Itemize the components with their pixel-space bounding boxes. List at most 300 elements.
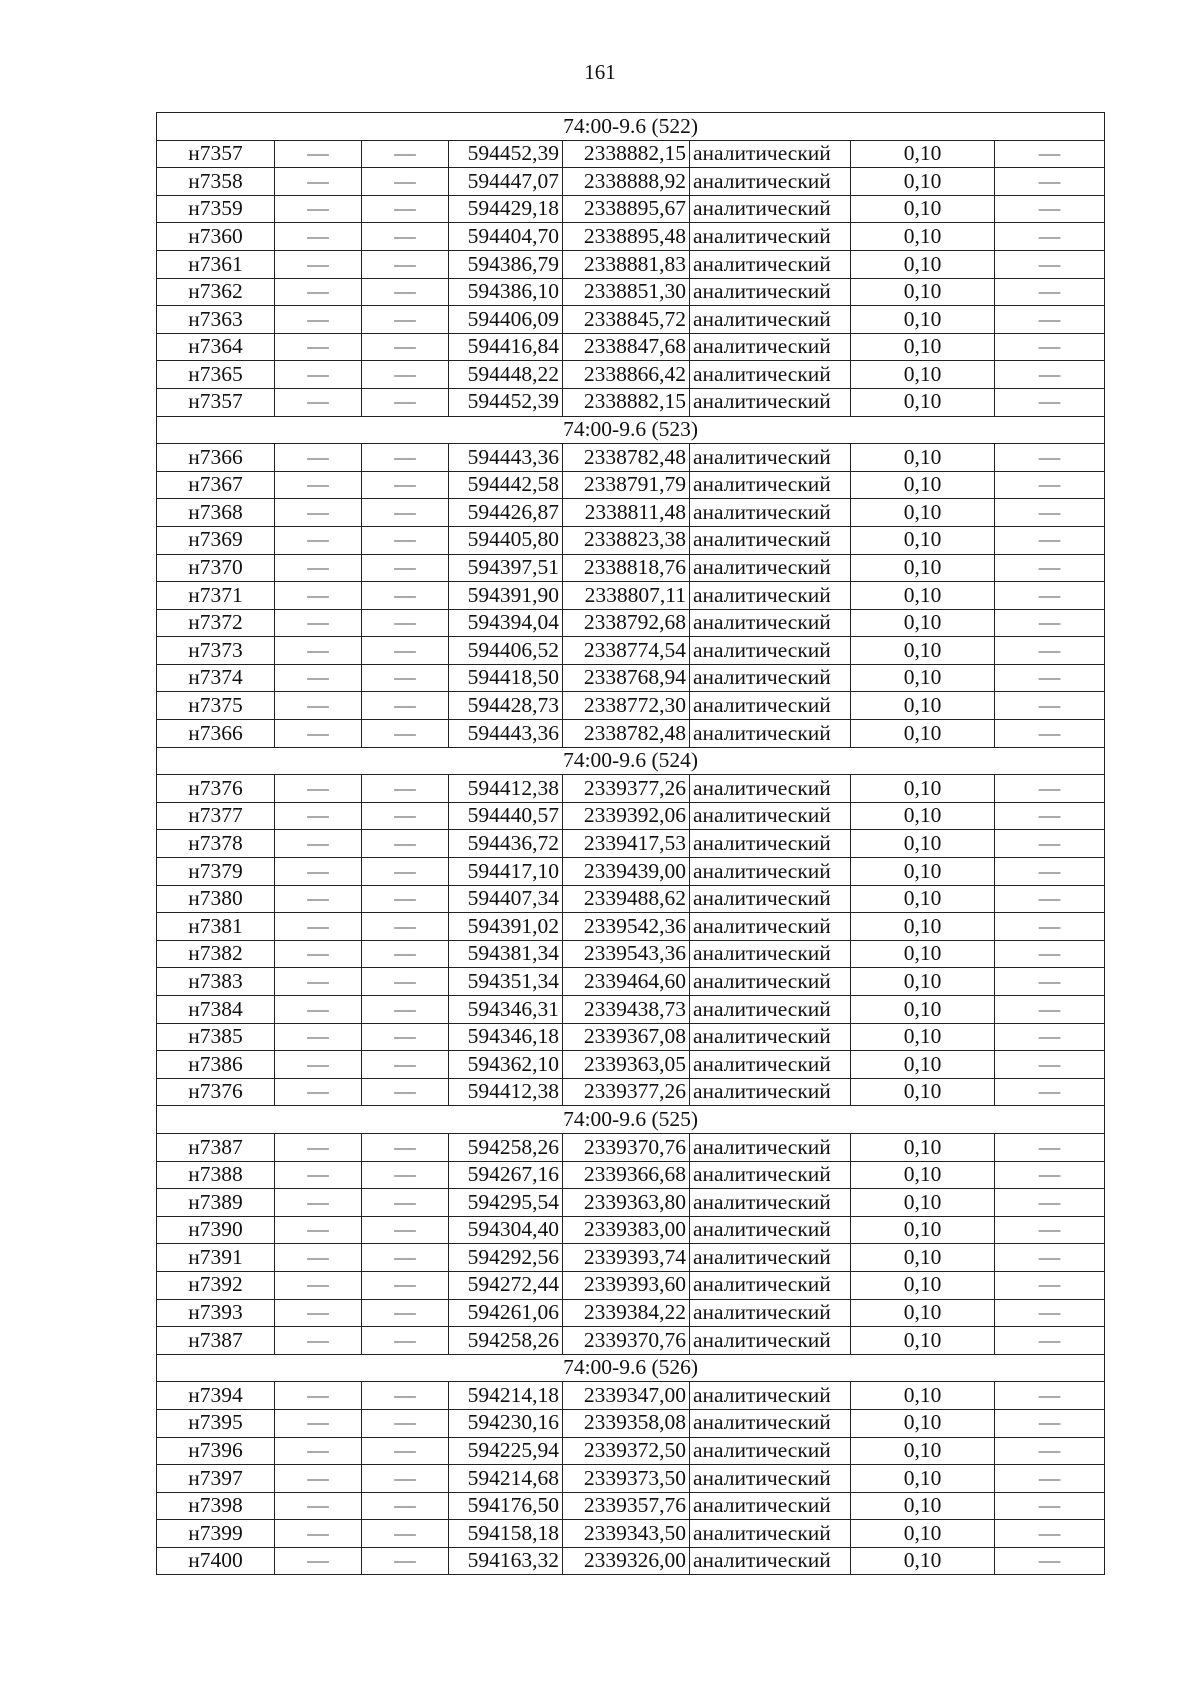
point-name-cell: н7357 [157,388,275,416]
dash-cell: — [995,1492,1105,1520]
y-coordinate-cell: 2339370,76 [563,1327,690,1355]
x-coordinate-cell: 594292,56 [449,1244,563,1272]
point-name-cell: н7398 [157,1492,275,1520]
point-name-cell: н7361 [157,250,275,278]
dash-cell: — [362,471,449,499]
accuracy-cell: 0,10 [851,306,995,334]
x-coordinate-cell: 594230,16 [449,1409,563,1437]
x-coordinate-cell: 594386,79 [449,250,563,278]
point-name-cell: н7374 [157,664,275,692]
table-row [157,1299,1105,1327]
dash-cell: — [995,968,1105,996]
y-coordinate-cell: 2338823,38 [563,526,690,554]
accuracy-cell: 0,10 [851,333,995,361]
point-name-cell: н7377 [157,802,275,830]
x-coordinate-cell: 594404,70 [449,223,563,251]
y-coordinate-cell: 2339377,26 [563,1078,690,1106]
x-coordinate-cell: 594406,52 [449,637,563,665]
dash-cell: — [362,1133,449,1161]
accuracy-cell: 0,10 [851,1216,995,1244]
dash-cell: — [362,692,449,720]
y-coordinate-cell: 2339384,22 [563,1299,690,1327]
method-cell: аналитический [690,1078,851,1106]
dash-cell: — [275,250,362,278]
table-row [157,195,1105,223]
table-row [157,1327,1105,1355]
x-coordinate-cell: 594418,50 [449,664,563,692]
x-coordinate-cell: 594163,32 [449,1547,563,1575]
dash-cell: — [362,1547,449,1575]
point-name-cell: н7368 [157,499,275,527]
dash-cell: — [995,526,1105,554]
dash-cell: — [275,609,362,637]
point-name-cell: н7395 [157,1409,275,1437]
accuracy-cell: 0,10 [851,802,995,830]
y-coordinate-cell: 2339438,73 [563,996,690,1024]
dash-cell: — [362,140,449,168]
table-row [157,444,1105,472]
y-coordinate-cell: 2338807,11 [563,582,690,610]
accuracy-cell: 0,10 [851,858,995,886]
dash-cell: — [362,802,449,830]
accuracy-cell: 0,10 [851,1244,995,1272]
table-row [157,1437,1105,1465]
method-cell: аналитический [690,720,851,748]
method-cell: аналитический [690,1023,851,1051]
method-cell: аналитический [690,913,851,941]
dash-cell: — [995,223,1105,251]
dash-cell: — [275,858,362,886]
dash-cell: — [995,361,1105,389]
x-coordinate-cell: 594391,02 [449,913,563,941]
method-cell: аналитический [690,1492,851,1520]
table-row [157,554,1105,582]
point-name-cell: н7393 [157,1299,275,1327]
accuracy-cell: 0,10 [851,1520,995,1548]
y-coordinate-cell: 2339393,74 [563,1244,690,1272]
x-coordinate-cell: 594428,73 [449,692,563,720]
y-coordinate-cell: 2339488,62 [563,885,690,913]
dash-cell: — [362,250,449,278]
point-name-cell: н7366 [157,720,275,748]
table-row [157,1189,1105,1217]
x-coordinate-cell: 594386,10 [449,278,563,306]
accuracy-cell: 0,10 [851,775,995,803]
dash-cell: — [995,1051,1105,1079]
point-name-cell: н7364 [157,333,275,361]
x-coordinate-cell: 594417,10 [449,858,563,886]
y-coordinate-cell: 2339326,00 [563,1547,690,1575]
table-row [157,223,1105,251]
accuracy-cell: 0,10 [851,278,995,306]
accuracy-cell: 0,10 [851,1023,995,1051]
point-name-cell: н7385 [157,1023,275,1051]
section-header-row [157,1106,1105,1134]
y-coordinate-cell: 2339363,80 [563,1189,690,1217]
dash-cell: — [995,333,1105,361]
dash-cell: — [275,1520,362,1548]
dash-cell: — [275,1189,362,1217]
method-cell: аналитический [690,1409,851,1437]
section-title: 74:00-9.6 (522) [157,113,1105,141]
dash-cell: — [995,499,1105,527]
method-cell: аналитический [690,223,851,251]
dash-cell: — [362,444,449,472]
accuracy-cell: 0,10 [851,692,995,720]
accuracy-cell: 0,10 [851,1161,995,1189]
dash-cell: — [362,554,449,582]
method-cell: аналитический [690,554,851,582]
dash-cell: — [995,775,1105,803]
dash-cell: — [275,940,362,968]
dash-cell: — [995,444,1105,472]
x-coordinate-cell: 594412,38 [449,775,563,803]
method-cell: аналитический [690,471,851,499]
y-coordinate-cell: 2338895,67 [563,195,690,223]
dash-cell: — [362,1271,449,1299]
dash-cell: — [275,1216,362,1244]
point-name-cell: н7373 [157,637,275,665]
dash-cell: — [362,388,449,416]
x-coordinate-cell: 594381,34 [449,940,563,968]
y-coordinate-cell: 2338851,30 [563,278,690,306]
dash-cell: — [362,1189,449,1217]
point-name-cell: н7365 [157,361,275,389]
table-row [157,388,1105,416]
point-name-cell: н7379 [157,858,275,886]
dash-cell: — [275,885,362,913]
accuracy-cell: 0,10 [851,1271,995,1299]
dash-cell: — [275,444,362,472]
table-row [157,526,1105,554]
dash-cell: — [995,1299,1105,1327]
table-row [157,306,1105,334]
accuracy-cell: 0,10 [851,913,995,941]
x-coordinate-cell: 594397,51 [449,554,563,582]
dash-cell: — [995,940,1105,968]
x-coordinate-cell: 594442,58 [449,471,563,499]
dash-cell: — [362,223,449,251]
x-coordinate-cell: 594295,54 [449,1189,563,1217]
accuracy-cell: 0,10 [851,195,995,223]
method-cell: аналитический [690,1382,851,1410]
point-name-cell: н7394 [157,1382,275,1410]
dash-cell: — [362,195,449,223]
dash-cell: — [275,1492,362,1520]
y-coordinate-cell: 2338772,30 [563,692,690,720]
y-coordinate-cell: 2339358,08 [563,1409,690,1437]
table-row [157,1547,1105,1575]
x-coordinate-cell: 594394,04 [449,609,563,637]
dash-cell: — [275,388,362,416]
dash-cell: — [275,195,362,223]
method-cell: аналитический [690,168,851,196]
accuracy-cell: 0,10 [851,168,995,196]
dash-cell: — [362,168,449,196]
point-name-cell: н7387 [157,1133,275,1161]
table-row [157,1216,1105,1244]
y-coordinate-cell: 2338882,15 [563,140,690,168]
accuracy-cell: 0,10 [851,582,995,610]
dash-cell: — [995,1409,1105,1437]
dash-cell: — [275,802,362,830]
accuracy-cell: 0,10 [851,471,995,499]
dash-cell: — [362,306,449,334]
dash-cell: — [275,1547,362,1575]
dash-cell: — [995,1327,1105,1355]
dash-cell: — [362,1244,449,1272]
section-header-row [157,113,1105,141]
accuracy-cell: 0,10 [851,250,995,278]
dash-cell: — [275,637,362,665]
table-row [157,140,1105,168]
point-name-cell: н7391 [157,1244,275,1272]
point-name-cell: н7376 [157,1078,275,1106]
dash-cell: — [362,940,449,968]
y-coordinate-cell: 2338782,48 [563,444,690,472]
y-coordinate-cell: 2339543,36 [563,940,690,968]
table-row [157,1078,1105,1106]
method-cell: аналитический [690,195,851,223]
y-coordinate-cell: 2339377,26 [563,775,690,803]
point-name-cell: н7389 [157,1189,275,1217]
point-name-cell: н7382 [157,940,275,968]
dash-cell: — [362,609,449,637]
section-header-row [157,747,1105,775]
dash-cell: — [275,1299,362,1327]
dash-cell: — [995,996,1105,1024]
dash-cell: — [995,1244,1105,1272]
y-coordinate-cell: 2338845,72 [563,306,690,334]
table-row [157,968,1105,996]
section-title: 74:00-9.6 (525) [157,1106,1105,1134]
x-coordinate-cell: 594452,39 [449,140,563,168]
dash-cell: — [362,637,449,665]
y-coordinate-cell: 2339343,50 [563,1520,690,1548]
x-coordinate-cell: 594362,10 [449,1051,563,1079]
table-row [157,885,1105,913]
accuracy-cell: 0,10 [851,1078,995,1106]
method-cell: аналитический [690,582,851,610]
dash-cell: — [995,582,1105,610]
accuracy-cell: 0,10 [851,554,995,582]
point-name-cell: н7357 [157,140,275,168]
point-name-cell: н7360 [157,223,275,251]
dash-cell: — [995,1023,1105,1051]
dash-cell: — [995,1520,1105,1548]
dash-cell: — [275,333,362,361]
point-name-cell: н7392 [157,1271,275,1299]
dash-cell: — [275,775,362,803]
y-coordinate-cell: 2339373,50 [563,1465,690,1493]
section-title: 74:00-9.6 (524) [157,747,1105,775]
dash-cell: — [275,1465,362,1493]
dash-cell: — [995,195,1105,223]
dash-cell: — [995,1271,1105,1299]
dash-cell: — [995,1547,1105,1575]
y-coordinate-cell: 2338782,48 [563,720,690,748]
dash-cell: — [362,1051,449,1079]
point-name-cell: н7399 [157,1520,275,1548]
dash-cell: — [362,775,449,803]
dash-cell: — [275,1051,362,1079]
dash-cell: — [362,858,449,886]
method-cell: аналитический [690,140,851,168]
y-coordinate-cell: 2339372,50 [563,1437,690,1465]
method-cell: аналитический [690,1161,851,1189]
dash-cell: — [362,333,449,361]
accuracy-cell: 0,10 [851,1465,995,1493]
table-row [157,1271,1105,1299]
page-number: 161 [584,60,616,84]
accuracy-cell: 0,10 [851,830,995,858]
dash-cell: — [275,1161,362,1189]
y-coordinate-cell: 2338811,48 [563,499,690,527]
table-row [157,637,1105,665]
x-coordinate-cell: 594407,34 [449,885,563,913]
dash-cell: — [995,1437,1105,1465]
method-cell: аналитический [690,499,851,527]
accuracy-cell: 0,10 [851,361,995,389]
accuracy-cell: 0,10 [851,223,995,251]
method-cell: аналитический [690,1216,851,1244]
method-cell: аналитический [690,1271,851,1299]
method-cell: аналитический [690,526,851,554]
table-row [157,499,1105,527]
section-title: 74:00-9.6 (526) [157,1354,1105,1382]
y-coordinate-cell: 2339347,00 [563,1382,690,1410]
method-cell: аналитический [690,885,851,913]
accuracy-cell: 0,10 [851,637,995,665]
point-name-cell: н7362 [157,278,275,306]
accuracy-cell: 0,10 [851,609,995,637]
accuracy-cell: 0,10 [851,499,995,527]
point-name-cell: н7378 [157,830,275,858]
table-row [157,720,1105,748]
x-coordinate-cell: 594447,07 [449,168,563,196]
x-coordinate-cell: 594258,26 [449,1133,563,1161]
x-coordinate-cell: 594158,18 [449,1520,563,1548]
y-coordinate-cell: 2339542,36 [563,913,690,941]
x-coordinate-cell: 594176,50 [449,1492,563,1520]
dash-cell: — [995,720,1105,748]
table-row [157,692,1105,720]
table-row [157,168,1105,196]
dash-cell: — [275,1244,362,1272]
y-coordinate-cell: 2339417,53 [563,830,690,858]
point-name-cell: н7369 [157,526,275,554]
dash-cell: — [362,1299,449,1327]
dash-cell: — [275,168,362,196]
accuracy-cell: 0,10 [851,1382,995,1410]
x-coordinate-cell: 594426,87 [449,499,563,527]
table-row [157,940,1105,968]
method-cell: аналитический [690,250,851,278]
table-row [157,996,1105,1024]
dash-cell: — [362,1465,449,1493]
method-cell: аналитический [690,858,851,886]
accuracy-cell: 0,10 [851,1133,995,1161]
accuracy-cell: 0,10 [851,1299,995,1327]
dash-cell: — [362,913,449,941]
table-row [157,1520,1105,1548]
point-name-cell: н7386 [157,1051,275,1079]
dash-cell: — [275,1437,362,1465]
dash-cell: — [995,664,1105,692]
dash-cell: — [362,526,449,554]
y-coordinate-cell: 2338791,79 [563,471,690,499]
point-name-cell: н7381 [157,913,275,941]
x-coordinate-cell: 594406,09 [449,306,563,334]
table-row [157,1409,1105,1437]
dash-cell: — [275,1409,362,1437]
dash-cell: — [362,361,449,389]
dash-cell: — [275,1382,362,1410]
accuracy-cell: 0,10 [851,1189,995,1217]
x-coordinate-cell: 594258,26 [449,1327,563,1355]
table-row [157,1133,1105,1161]
point-name-cell: н7372 [157,609,275,637]
dash-cell: — [995,637,1105,665]
point-name-cell: н7367 [157,471,275,499]
table-row [157,802,1105,830]
dash-cell: — [275,1023,362,1051]
accuracy-cell: 0,10 [851,140,995,168]
y-coordinate-cell: 2339363,05 [563,1051,690,1079]
method-cell: аналитический [690,802,851,830]
accuracy-cell: 0,10 [851,664,995,692]
y-coordinate-cell: 2338818,76 [563,554,690,582]
method-cell: аналитический [690,968,851,996]
x-coordinate-cell: 594214,18 [449,1382,563,1410]
dash-cell: — [995,1216,1105,1244]
point-name-cell: н7370 [157,554,275,582]
dash-cell: — [362,664,449,692]
point-name-cell: н7363 [157,306,275,334]
x-coordinate-cell: 594346,31 [449,996,563,1024]
method-cell: аналитический [690,306,851,334]
x-coordinate-cell: 594346,18 [449,1023,563,1051]
y-coordinate-cell: 2339439,00 [563,858,690,886]
y-coordinate-cell: 2339357,76 [563,1492,690,1520]
y-coordinate-cell: 2338774,54 [563,637,690,665]
dash-cell: — [275,996,362,1024]
method-cell: аналитический [690,1547,851,1575]
dash-cell: — [275,361,362,389]
dash-cell: — [995,1133,1105,1161]
method-cell: аналитический [690,940,851,968]
table-row [157,361,1105,389]
x-coordinate-cell: 594304,40 [449,1216,563,1244]
table-row [157,1023,1105,1051]
point-name-cell: н7396 [157,1437,275,1465]
method-cell: аналитический [690,637,851,665]
method-cell: аналитический [690,278,851,306]
dash-cell: — [362,1409,449,1437]
x-coordinate-cell: 594405,80 [449,526,563,554]
table-row [157,250,1105,278]
accuracy-cell: 0,10 [851,1409,995,1437]
method-cell: аналитический [690,1051,851,1079]
point-name-cell: н7380 [157,885,275,913]
accuracy-cell: 0,10 [851,526,995,554]
method-cell: аналитический [690,1465,851,1493]
dash-cell: — [995,554,1105,582]
x-coordinate-cell: 594448,22 [449,361,563,389]
x-coordinate-cell: 594391,90 [449,582,563,610]
dash-cell: — [362,885,449,913]
point-name-cell: н7358 [157,168,275,196]
